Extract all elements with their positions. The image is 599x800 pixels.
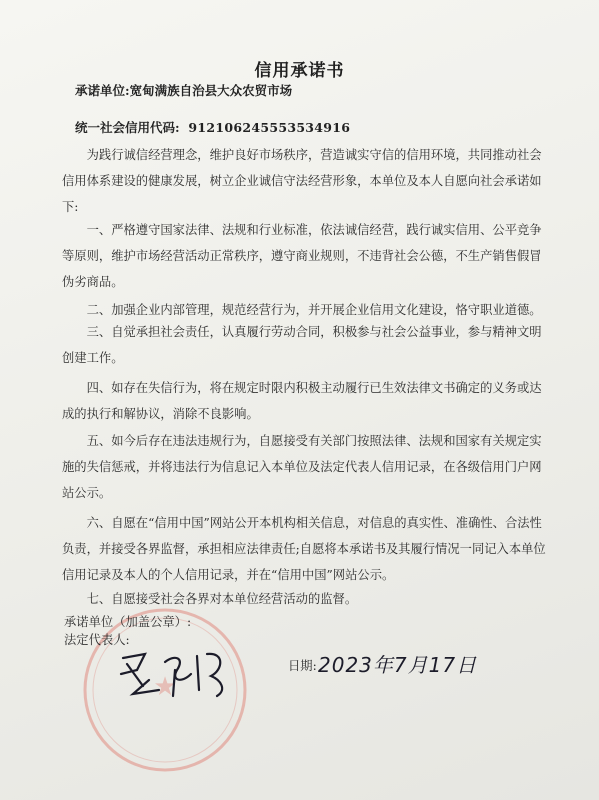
promise-unit-name: 宽甸满族自治县大众农贸市场 (129, 83, 293, 98)
handwritten-signature (115, 640, 235, 700)
commitment-5: 五、如今后存在违法违规行为，自愿接受有关部门按照法律、法规和国家有关规定实施的失信惩戒，并将违法行为信息记入本单位及法定代表人信用记录，在各级信用门户网站公示。 (62, 434, 542, 500)
svg-text:★: ★ (153, 672, 177, 702)
commitment-7: 七、自愿接受社会各界对本单位经营活动的监督。 (86, 592, 358, 606)
commitment-1: 一、严格遵守国家法律、法规和行业标准，依法诚信经营，践行诚实信用、公平竞争等原则，维护市场经营活动正常秩序，遵守商业规则，不违背社会公德，不生产销售假冒伪劣商品。 (62, 223, 542, 289)
promise-unit-line (75, 81, 292, 99)
commitment-6: 六、自愿在“信用中国”网站公开本机构相关信息，对信息的真实性、准确性、合法性负责，并接受各界监督，承担相应法律责任;自愿将本承诺书及其履行情况一同记入本单位信用记录及本人的个人信用记录，并在“信用中国”网站公示。 (62, 516, 546, 582)
credit-code-label: 统一社会信用代码: (75, 120, 180, 135)
handwritten-date: 2023年7月17日 (318, 653, 478, 677)
intro-paragraph: 为践行诚信经营理念，维护良好市场秩序，营造诚实守信的信用环境，共同推动社会信用体系建设的健康发展，树立企业诚信守法经营形象，本单位及本人自愿向社会承诺如下: (62, 148, 542, 214)
sign-unit-label: 承诺单位（加盖公章）: (64, 615, 192, 629)
commitment-2: 二、加强企业内部管理，规范经营行为，并开展企业信用文化建设，恪守职业道德。 (86, 303, 542, 317)
promise-unit-label: 承诺单位: (75, 83, 130, 98)
document-title: 信用承诺书 (254, 61, 345, 81)
commitment-3: 三、自觉承担社会责任，认真履行劳动合同，积极参与社会公益事业，参与精神文明创建工作。 (62, 325, 542, 365)
commitment-4: 四、如存在失信行为，将在规定时限内积极主动履行已生效法律文书确定的义务或达成的执行和解协议，消除不良影响。 (62, 381, 542, 421)
legal-rep-label: 法定代表人: (64, 633, 130, 647)
credit-code-value: 912106245553534916 (188, 120, 351, 135)
credit-code-line (75, 118, 350, 136)
date-label: 日期: (288, 659, 317, 673)
